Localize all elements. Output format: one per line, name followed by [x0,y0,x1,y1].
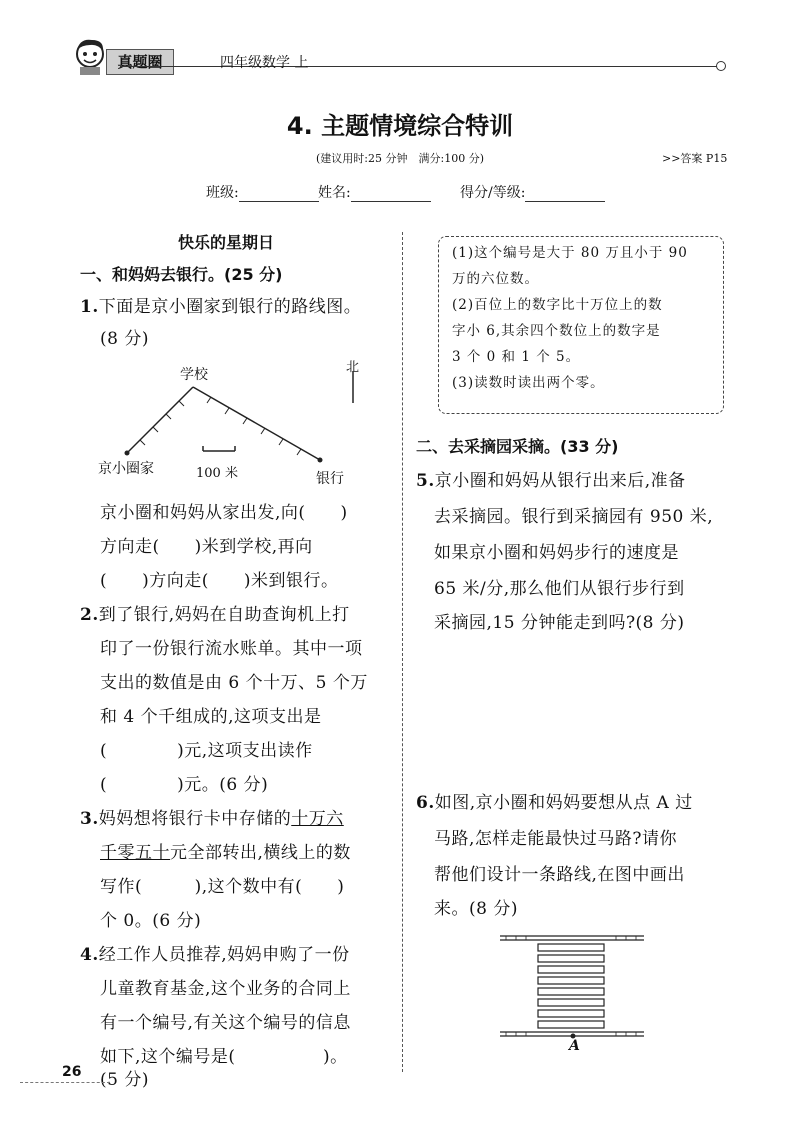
q2-line4: 和 4 个千组成的,这项支出是 [100,707,322,727]
q4-line1 [80,938,350,972]
q3-underlined-a: 十万六 [291,809,344,829]
name-label: 姓名: [318,185,351,201]
page-title: 4. 主题情境综合特训 [286,112,514,140]
q6-line3: 帮他们设计一条路线,在图中画出 [434,865,685,885]
q2-text: 到了银行,妈妈在自助查询机上打 [98,605,350,625]
q3-text: 妈妈想将银行卡中存储的 [98,809,292,829]
name-blank[interactable] [351,187,431,202]
label-school: 学校 [180,367,208,383]
class-label: 班级: [206,185,239,201]
q2-line2: 印了一份银行流水账单。其中一项 [100,639,363,659]
clue-2-line1: (2)百位上的数字比十万位上的数 [452,297,663,313]
q1-number: 1. [80,297,99,317]
section-2-heading: 二、去采摘园采摘。(33 分) [416,437,619,456]
q3-number: 3. [80,809,99,829]
q2-line1 [80,598,350,632]
class-blank[interactable] [239,187,319,202]
q4-line2: 儿童教育基金,这个业务的合同上 [100,979,351,999]
theme-heading: 快乐的星期日 [178,233,275,252]
q6-number: 6. [416,793,435,813]
label-north: 北 [346,360,360,375]
q5-number: 5. [416,471,435,491]
page-number: 26 [62,1064,82,1080]
clue-2-line3: 3 个 0 和 1 个 5。 [452,349,581,365]
mascot-logo [70,36,110,76]
point-a-label: A [569,1038,580,1054]
q2-answer-line1[interactable]: ( )元,这项支出读作 [100,741,313,761]
q4-text: 经工作人员推荐,妈妈申购了一份 [98,945,350,965]
q5-text: 京小圈和妈妈从银行出来后,准备 [434,471,686,491]
footer-rule [20,1082,110,1083]
q1-line1 [80,290,361,324]
q1-text: 下面是京小圈家到银行的路线图。 [98,297,362,317]
q3-line1 [80,802,344,836]
time-score-note: (建议用时:25 分钟 满分:100 分) [316,152,484,165]
top-road-edge [500,936,644,940]
q3-underlined-b: 千零五十 [100,843,170,863]
score-blank[interactable] [525,187,605,202]
q5-line1 [416,464,686,498]
clue-1-line1: (1)这个编号是大于 80 万且小于 90 [452,245,688,261]
home-school-ticks [140,401,184,445]
clue-2-line2: 字小 6,其余四个数位上的数字是 [452,323,661,339]
clue-1-line2: 万的六位数。 [452,271,539,287]
q3-line2 [100,836,351,870]
q4-points: (5 分) [100,1070,149,1090]
number-clues-text [452,240,716,396]
home-to-school-path [127,387,193,453]
q4-answer-line[interactable]: 如下,这个编号是( )。 [100,1047,348,1067]
q2-answer-line2[interactable]: ( )元。(6 分) [100,775,269,795]
crosswalk-diagram[interactable] [498,930,646,1045]
label-home: 京小圈家 [98,461,154,477]
q3-answer-line2[interactable]: 个 0。(6 分) [100,911,202,931]
q4-line3: 有一个编号,有关这个编号的信息 [100,1013,351,1033]
brand-label: 真题圈 [106,49,174,75]
q5-line3: 如果京小圈和妈妈步行的速度是 [434,543,679,563]
q5-line5: 采摘园,15 分钟能走到吗?(8 分) [434,613,685,633]
header-rule-end-dot [716,61,726,71]
q5-line4: 65 米/分,那么他们从银行步行到 [434,579,685,599]
q1-answer-line1[interactable]: 京小圈和妈妈从家出发,向( ) [100,503,348,523]
q6-line2: 马路,怎样走能最快过马路?请你 [434,829,678,849]
q3-answer-line1[interactable]: 写作( ),这个数中有( ) [100,877,345,897]
score-label: 得分/等级: [460,185,526,201]
q6-text: 如图,京小圈和妈妈要想从点 A 过 [434,793,693,813]
header-rule [120,66,720,67]
q5-line2: 去采摘园。银行到采摘园有 950 米, [434,507,714,527]
q6-line1 [416,786,693,820]
school-bank-ticks [207,397,301,455]
q2-line3: 支出的数值是由 6 个十万、5 个万 [100,673,368,693]
q4-number: 4. [80,945,99,965]
q2-number: 2. [80,605,99,625]
bank-point [318,458,323,463]
q1-answer-line2[interactable]: 方向走( )米到学校,再向 [100,537,313,557]
zebra-stripes [538,944,604,1028]
section-1-heading: 一、和妈妈去银行。(25 分) [80,265,283,284]
q1-points: (8 分) [100,329,149,349]
score-field [460,182,605,202]
q5-answer-area[interactable] [432,648,722,768]
column-divider [402,232,403,1072]
q3-text-2: 元全部转出,横线上的数 [170,843,351,863]
label-bank: 银行 [316,471,344,487]
answer-reference: >>答案 P15 [662,152,728,165]
q1-answer-line3[interactable]: ( )方向走( )米到银行。 [100,571,339,591]
class-field [206,182,319,202]
book-title: 四年级数学 上 [220,55,309,71]
label-scale: 100 米 [196,466,238,481]
home-point [125,451,130,456]
name-field [318,182,431,202]
q6-line4: 来。(8 分) [434,899,518,919]
clue-3-line1: (3)读数时读出两个零。 [452,375,605,391]
